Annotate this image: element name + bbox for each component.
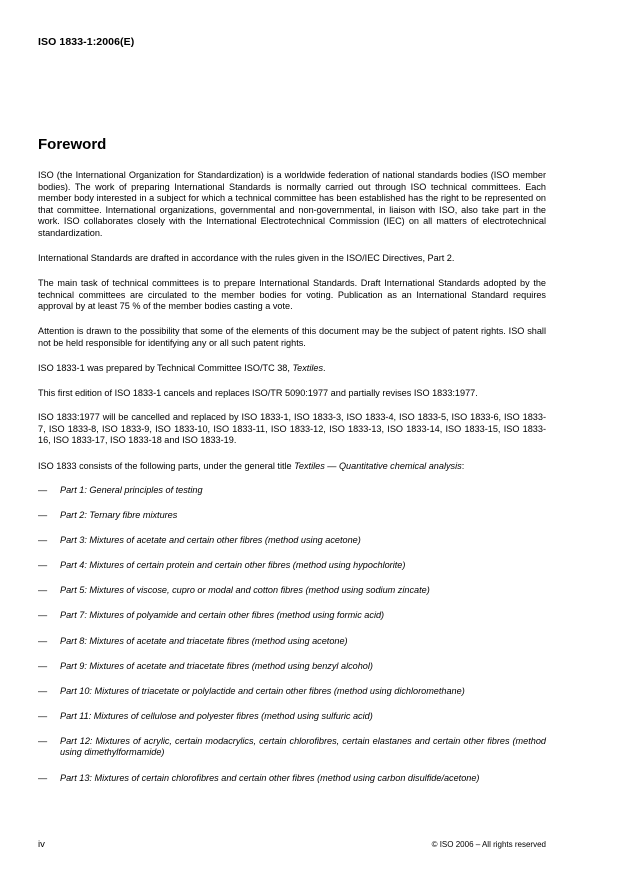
list-dash: — — [38, 485, 48, 495]
list-dash: — — [38, 560, 48, 571]
list-dash: — — [38, 710, 48, 721]
list-item — [38, 485, 546, 497]
list-item — [38, 610, 546, 622]
parts-list — [38, 485, 546, 798]
paragraph-directives: International Standards are drafted in accordance with the rules given in the ISO/IEC Directives, Part 2. — [38, 253, 455, 263]
part-title: Part 12: Mixtures of acrylic, certain modacrylics, certain chlorofibres, certain elastanes and certain other fibres (method using dimethylformamide) — [60, 735, 546, 758]
list-item — [38, 773, 546, 785]
prepared-by-committee-name: Textiles — [292, 363, 324, 373]
prepared-by-text: ISO 1833-1 was prepared by Technical Committee ISO/TC 38, — [38, 363, 293, 373]
list-dash: — — [38, 585, 48, 596]
page-number: iv — [38, 839, 45, 850]
list-dash: — — [38, 535, 48, 546]
parts-intro-suffix: : — [461, 461, 465, 471]
list-dash: — — [38, 660, 48, 671]
list-dash: — — [38, 772, 48, 783]
list-dash: — — [38, 610, 48, 621]
list-item — [38, 736, 546, 759]
parts-intro-text: ISO 1833 consists of the following parts, under the general title — [38, 461, 295, 471]
paragraph-cancellation: ISO 1833:1977 will be cancelled and replaced by ISO 1833-1, ISO 1833-3, ISO 1833-4, ISO 1833-5, ISO 1833-6, ISO 1833-7, ISO 1833-8, ISO 1833-9, ISO 1833-10, ISO 1833-11, ISO 1833-12, ISO 1833-13, ISO 1833-14, ISO 1833-15, ISO 1833-16, ISO 1833-17, ISO 1833-18 and ISO 1833-19. — [38, 412, 546, 445]
list-item — [38, 711, 546, 723]
part-title: Part 1: General principles of testing — [60, 485, 203, 495]
list-item — [38, 661, 546, 673]
paragraph-edition: This first edition of ISO 1833-1 cancels and replaces ISO/TR 5090:1977 and partially revises ISO 1833:1977. — [38, 388, 478, 398]
paragraph-patent-rights: Attention is drawn to the possibility that some of the elements of this document may be the subject of patent rights. ISO shall not be held responsible for identifying any or all such patent rights. — [38, 326, 546, 348]
document-identifier: ISO 1833-1:2006(E) — [38, 36, 135, 48]
part-title: Part 9: Mixtures of acetate and triacetate fibres (method using benzyl alcohol) — [60, 660, 373, 671]
part-title: Part 3: Mixtures of acetate and certain other fibres (method using acetone) — [60, 535, 361, 546]
part-title: Part 8: Mixtures of acetate and triacetate fibres (method using acetone) — [60, 635, 348, 646]
part-title: Part 11: Mixtures of cellulose and polyester fibres (method using sulfuric acid) — [60, 710, 373, 721]
paragraph-parts-intro — [38, 461, 546, 473]
prepared-by-suffix: . — [323, 363, 326, 373]
list-dash: — — [38, 735, 48, 746]
paragraph-technical-committees: The main task of technical committees is to prepare International Standards. Draft International Standards adopted by the technical committees are circulated to the member bodies for voting. Publication as an International Standard requires approval by at least 75 % of the member bodies casting a vote. — [38, 278, 546, 311]
part-title: Part 7: Mixtures of polyamide and certain other fibres (method using formic acid) — [60, 610, 385, 621]
part-title: Part 2: Ternary fibre mixtures — [60, 510, 178, 521]
list-item — [38, 535, 546, 547]
copyright-notice: © ISO 2006 – All rights reserved — [431, 840, 546, 849]
list-item — [38, 686, 546, 698]
list-item — [38, 510, 546, 522]
list-dash: — — [38, 510, 48, 521]
paragraph-about-iso: ISO (the International Organization for Standardization) is a worldwide federation of national standards bodies (ISO member bodies). The work of preparing International Standards is normally carried out through ISO technical committees. Each member body interested in a subject for which a technical committee has been established has the right to be represented on that committee. International organizations, governmental and non-governmental, in liaison with ISO, also take part in the work. ISO collaborates closely with the International Electrotechnical Commission (IEC) on all matters of electrotechnical standardization. — [38, 170, 546, 238]
list-dash: — — [38, 685, 48, 696]
list-item — [38, 560, 546, 572]
list-item — [38, 636, 546, 648]
part-title: Part 10: Mixtures of triacetate or polylactide and certain other fibres (method using dichloromethane) — [60, 685, 465, 696]
paragraph-prepared-by — [38, 363, 546, 375]
section-title: Foreword — [38, 136, 107, 153]
list-item — [38, 585, 546, 597]
list-dash: — — [38, 635, 48, 646]
part-title: Part 4: Mixtures of certain protein and certain other fibres (method using hypochlorite) — [60, 560, 406, 571]
part-title: Part 5: Mixtures of viscose, cupro or modal and cotton fibres (method using sodium zincate) — [60, 585, 430, 596]
part-title: Part 13: Mixtures of certain chlorofibres and certain other fibres (method using carbon disulfide/acetone) — [60, 772, 480, 783]
parts-general-title: Textiles — Quantitative chemical analysis — [294, 461, 462, 471]
